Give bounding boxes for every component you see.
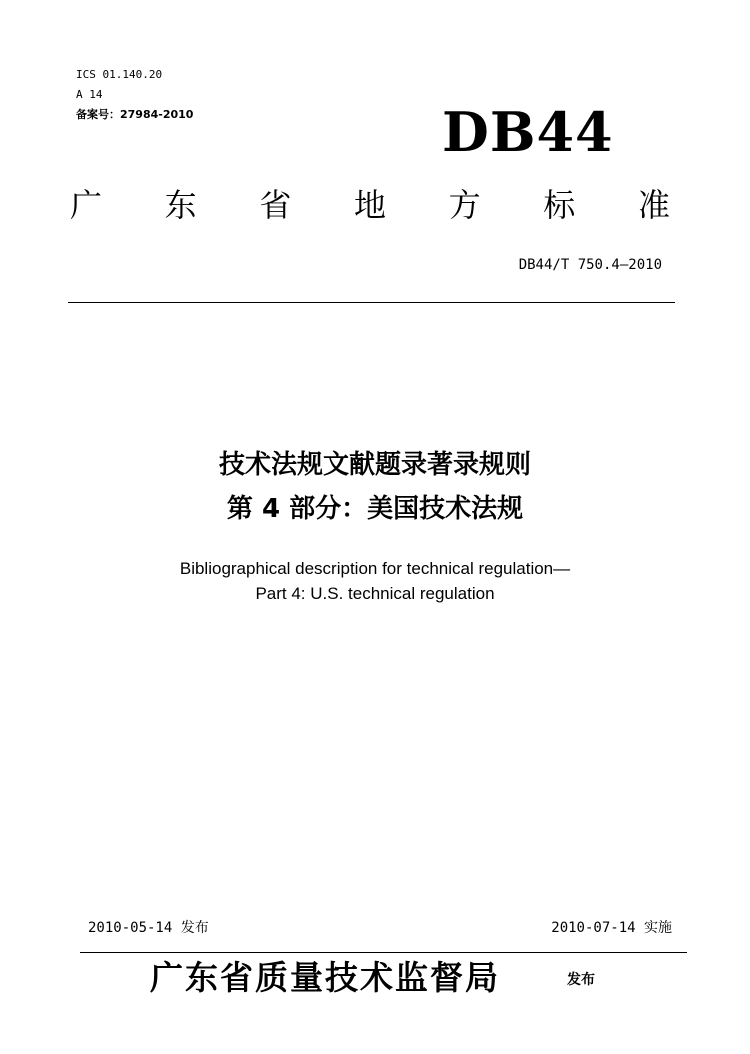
issuing-authority: 广东省质量技术监督局 <box>150 958 500 997</box>
bottom-divider <box>80 952 687 953</box>
classification-code: A 14 <box>76 88 103 101</box>
issue-date <box>88 918 209 938</box>
implementation-date <box>551 918 672 938</box>
db-logo: DB44 <box>442 100 614 164</box>
implementation-date-label: 实施 <box>644 920 672 936</box>
standard-type-char: 东 <box>164 186 197 224</box>
issuing-authority-suffix: 发布 <box>567 972 595 988</box>
standard-type-char: 广 <box>70 186 103 224</box>
standard-number: DB44/T 750.4—2010 <box>518 257 662 273</box>
standard-type-char: 地 <box>353 186 386 224</box>
issue-date-value: 2010-05-14 <box>88 920 173 936</box>
title-english-line-2: Part 4: U.S. technical regulation <box>255 584 495 603</box>
standard-type-char: 标 <box>543 186 576 224</box>
filing-number: 备案号：27984-2010 <box>76 108 194 121</box>
title-chinese-line-2: 第 4 部分：美国技术法规 <box>226 494 524 524</box>
issue-date-label: 发布 <box>180 920 209 936</box>
ics-code: ICS 01.140.20 <box>76 68 163 81</box>
standard-type-char: 方 <box>448 186 481 224</box>
title-chinese-line-1: 技术法规文献题录著录规则 <box>218 450 531 480</box>
implementation-date-value: 2010-07-14 <box>551 920 636 936</box>
standard-type-heading <box>70 184 670 226</box>
top-divider <box>68 302 675 303</box>
title-english-line-1: Bibliographical description for technical regulation— <box>179 559 571 578</box>
standard-type-char: 准 <box>637 186 670 224</box>
standard-type-char: 省 <box>259 186 292 224</box>
